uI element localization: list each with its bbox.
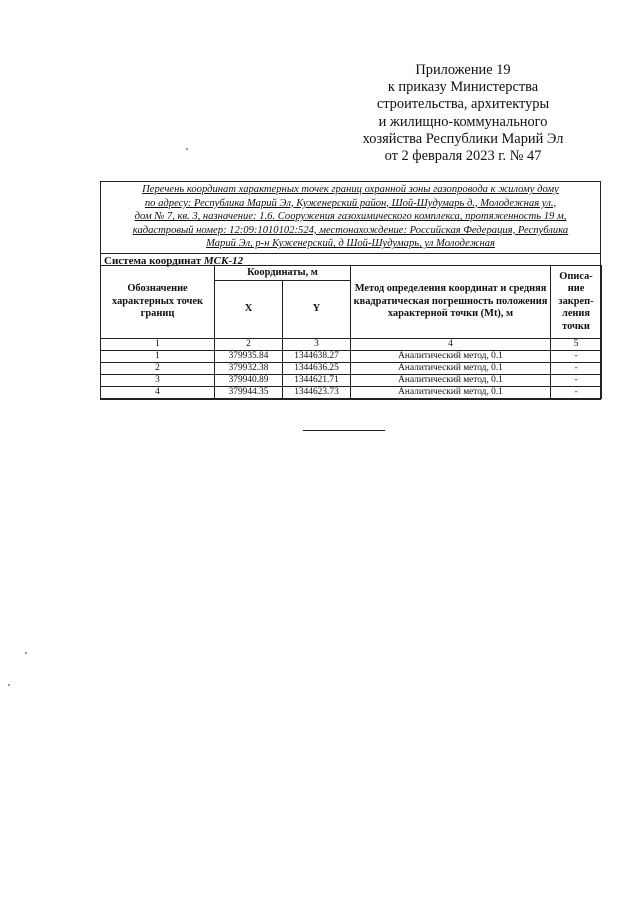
header-line: от 2 февраля 2023 г. № 47 [384,148,542,165]
column-number: 4 [351,339,551,351]
header-line: Приложение 19 [415,62,511,78]
title-line: кадастровый номер: 12:09:1010102:524, местонахождение: Российская Федерация, Республика [132,224,569,236]
closing-separator-line [303,430,385,431]
order-appendix-header [330,62,596,165]
title-line: Перечень координат характерных точек границ охранной зоны газопровода к жилому дому [142,184,559,195]
column-number: 5 [551,339,602,351]
cell-y: 1344621.71 [283,375,351,387]
cell-method: Аналитический метод, 0.1 [351,387,551,399]
cell-description: - [551,351,602,363]
cell-method: Аналитический метод, 0.1 [351,351,551,363]
header-line: к приказу Министерства [387,79,539,96]
cell-y: 1344623.73 [283,387,351,399]
cell-x: 379935.84 [215,351,283,363]
table-row [101,363,602,375]
column-number: 2 [215,339,283,351]
column-number: 1 [101,339,215,351]
divider [100,253,601,254]
cell-method: Аналитический метод, 0.1 [351,363,551,375]
header-line: строительства, архитектуры [376,96,550,113]
column-number: 3 [283,339,351,351]
header-description: Описа-ние закреп-ления точки [551,266,602,339]
cell-point: 4 [101,387,215,399]
cell-point: 3 [101,375,215,387]
scan-speck [8,684,10,686]
cell-point: 1 [101,351,215,363]
cell-x: 379944.35 [215,387,283,399]
cell-y: 1344638.27 [283,351,351,363]
cell-method: Аналитический метод, 0.1 [351,375,551,387]
coordinates-table [100,265,602,399]
header-line: и жилищно-коммунального [378,113,548,130]
title-line: Марий Эл, р-н Куженерский, д Шой-Шудумарь, ул Молодежная [206,238,495,250]
cell-description: - [551,363,602,375]
cell-point: 2 [101,363,215,375]
cell-y: 1344636.25 [283,363,351,375]
scan-speck [186,148,188,150]
cell-description: - [551,387,602,399]
table-row [101,351,602,363]
table-row [101,387,602,399]
coordinate-system-code: МСК-12 [203,255,244,267]
numbering-row [101,339,602,351]
coordinate-system-label: Система координат [104,255,202,267]
scan-speck [25,652,27,654]
cell-x: 379932.38 [215,363,283,375]
header-line: хозяйства Республики Марий Эл [362,130,564,147]
cell-x: 379940.89 [215,375,283,387]
cell-description: - [551,375,602,387]
header-method: Метод определения координат и средняя квадратическая погрешность положения характерной точки (Mt), м [351,266,551,339]
title-line: дом № 7, кв. 3, назначение: 1.6. Сооружения газохимического комплекса, протяженность 19 м, [134,211,567,223]
header-coordinates: Координаты, м [215,266,351,281]
title-line: по адресу: Республика Марий Эл, Куженерский район, Шой-Шудумарь д., Молодежная ул., [144,197,557,209]
header-y: Y [283,281,351,339]
header-point: Обозначение характерных точек границ [101,266,215,339]
header-x: X [215,281,283,339]
table-row [101,375,602,387]
coordinates-list-title [103,183,598,251]
